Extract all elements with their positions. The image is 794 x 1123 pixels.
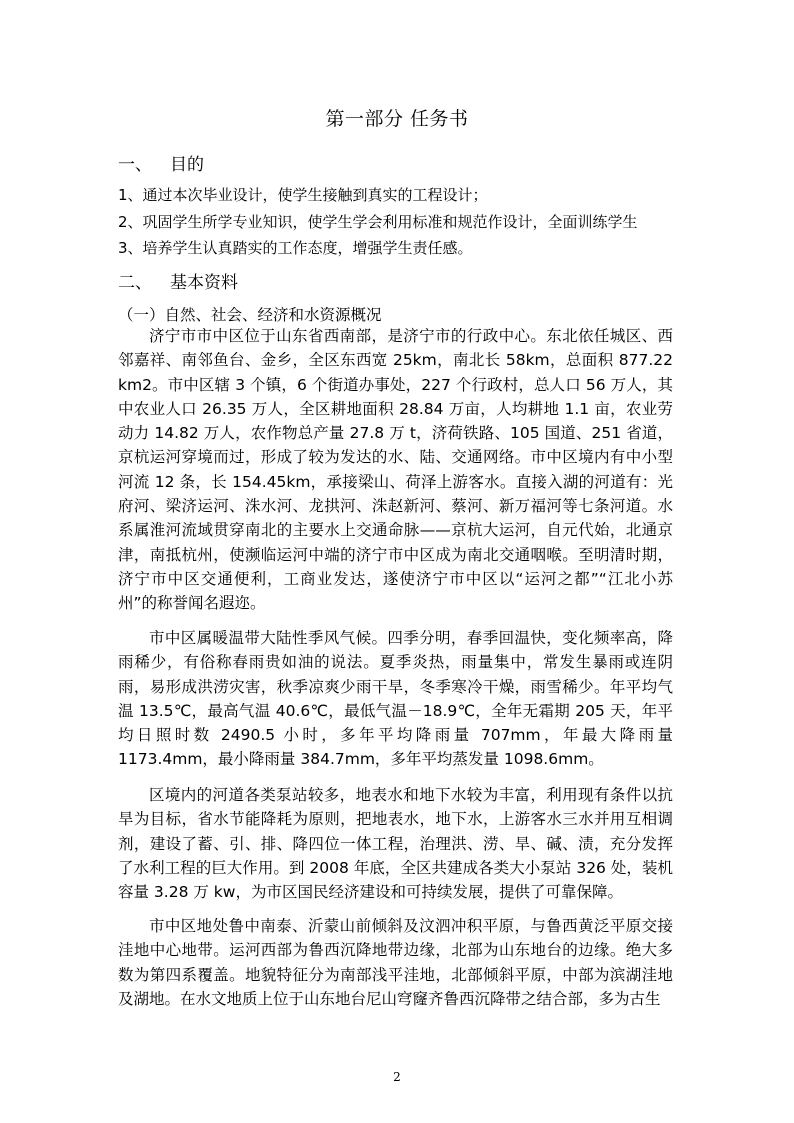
section-number: 二、 xyxy=(118,273,152,293)
section-title: 目的 xyxy=(170,155,204,175)
page-number: 2 xyxy=(393,1070,401,1084)
page-title: 第一部分 任务书 xyxy=(325,108,469,130)
goal-item-2: 2、巩固学生所学专业知识，使学生学会利用标准和规范作设计，全面训练学生 xyxy=(118,213,638,231)
paragraph-geology: 市中区地处鲁中南泰、沂蒙山前倾斜及汶泗冲积平原，与鲁西黄泛平原交接洼地中心地带。运河西部为鲁西沉降地带边缘，北部为山东地台的边缘。绝大多数为第四系覆盖。地貌特征分为南部浅平洼地，北部倾斜平原，中部为滨湖洼地及湖地。在水文地质上位于山东地台尼山穹窿齐鲁西沉降带之结合部，多为古生 xyxy=(118,917,673,1008)
paragraph-climate: 市中区属暖温带大陆性季风气候。四季分明，春季回温快，变化频率高，降雨稀少，有俗称春雨贵如油的说法。夏季炎热，雨量集中，常发生暴雨或连阴雨，易形成洪涝灾害，秋季凉爽少雨干旱，冬季寒冷干燥，雨雪稀少。年平均气温 13.5℃，最高气温 40.6℃，最低气温－18.9℃，全年无霜期 205 天，年平均日照时数 2490.5 小时，多年平均降雨量 707mm，年最大降雨量 1173.4mm，最小降雨量 384.7mm，多年平均蒸发量 1098.6mm。 xyxy=(118,629,673,769)
paragraph-location: 济宁市市中区位于山东省西南部，是济宁市的行政中心。东北依任城区、西邻嘉祥、南邻鱼台、金乡，全区东西宽 25km，南北长 58km，总面积 877.22 km2。市中区辖 3 个镇，6 个街道办事处，227 个行政村，总人口 56 万人，其中农业人口 26.35 万人，全区耕地面积 28.84 万亩，人均耕地 1.1 亩，农业劳动力 14.82 万人，农作物总产量 27.8 万 t，济荷铁路、105 国道、251 省道，京杭运河穿境而过，形成了较为发达的水、陆、交通网络。市中区境内有中小型河流 12 条，长 154.45km，承接梁山、荷泽上游客水。直接入湖的河道有：光府河、梁济运河、洙水河、龙拱河、洙赵新河、蔡河、新万福河等七条河道。水系属淮河流域贯穿南北的主要水上交通命脉——京杭大运河，自元代始，北通京津，南抵杭州，使濒临运河中端的济宁市中区成为南北交通咽喉。至明清时期，济宁市中区交通便利，工商业发达，遂使济宁市中区以“运河之都”“江北小苏州”的称誉闻名遐迩。 xyxy=(118,327,673,613)
goal-item-1: 1、通过本次毕业设计，使学生接触到真实的工程设计； xyxy=(118,186,488,204)
section-heading-goals xyxy=(118,150,204,175)
goal-item-3: 3、培养学生认真踏实的工作态度，增强学生责任感。 xyxy=(118,239,473,257)
subsection-heading: （一）自然、社会、经济和水资源概况 xyxy=(118,306,382,324)
section-heading-basic-data xyxy=(118,268,238,293)
paragraph-pump-stations: 区境内的河道各类泵站较多，地表水和地下水较为丰富，利用现有条件以抗旱为目标，省水节能降耗为原则，把地表水，地下水，上游客水三水并用互相调剂，建设了蓄、引、排、降四位一体工程，治理洪、涝、旱、碱、渍，充分发挥了水利工程的巨大作用。到 2008 年底，全区共建成各类大小泵站 326 处，装机容量 3.28 万 kw，为市区国民经济建设和可持续发展，提供了可靠保障。 xyxy=(118,786,673,902)
section-title: 基本资料 xyxy=(170,273,238,293)
section-number: 一、 xyxy=(118,155,152,175)
